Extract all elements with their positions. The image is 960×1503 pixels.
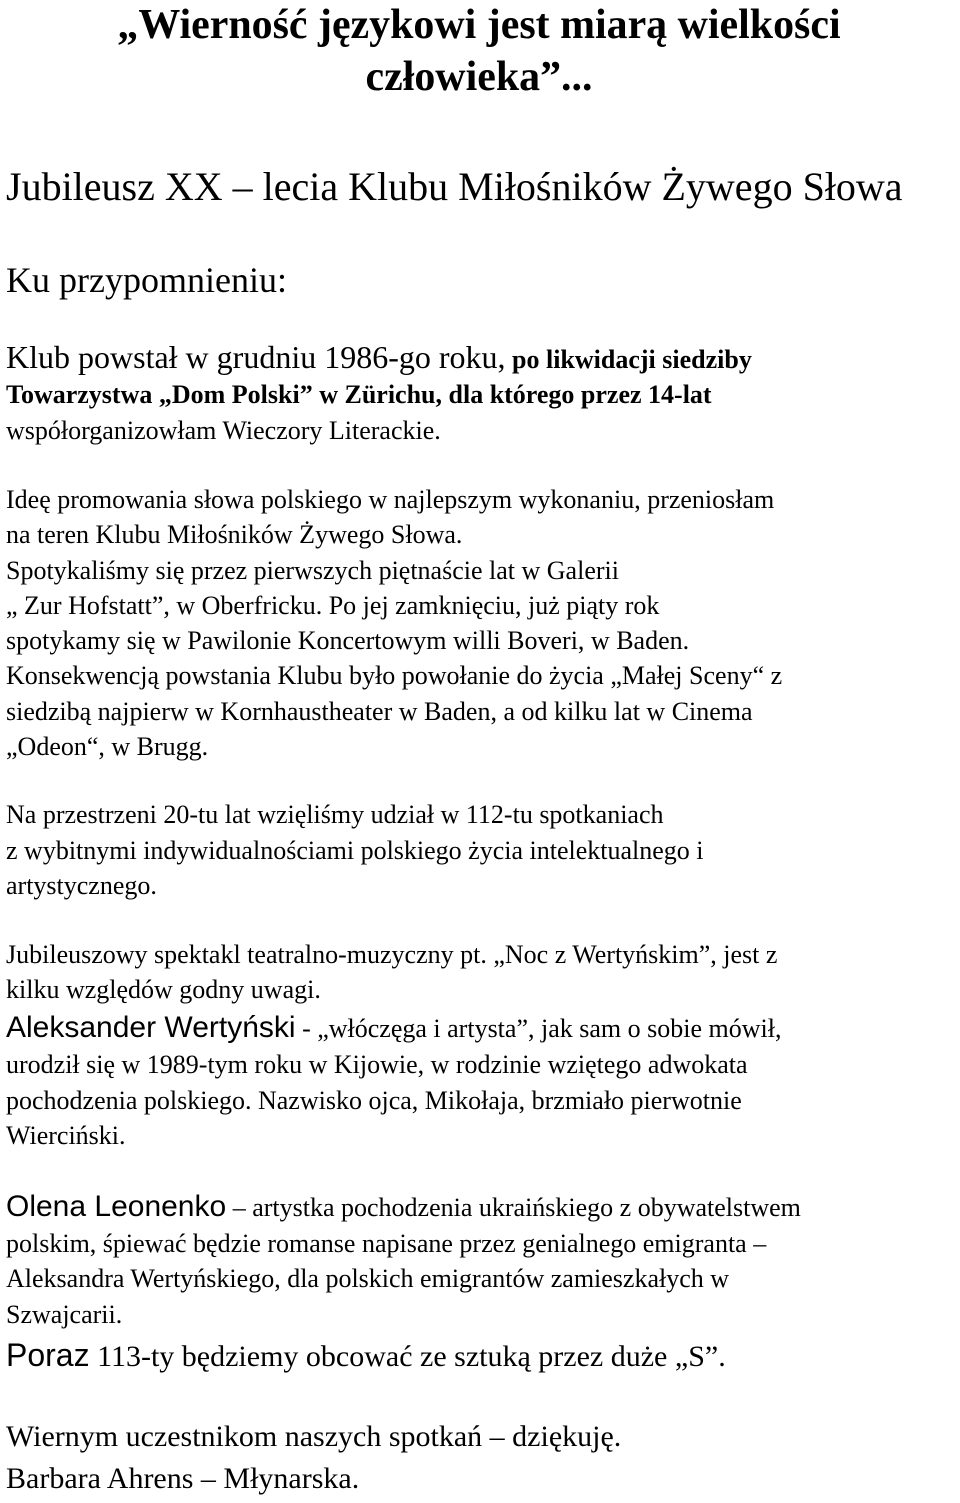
club-founding-phrase: Klub powstał w grudniu 1986-go roku, [6,339,506,375]
paragraph-2-line-3: Spotykaliśmy się przez pierwszych piętnaście lat w Galerii [6,556,619,585]
poraz-word: Poraz [6,1337,90,1373]
signature: Barbara Ahrens – Młynarska. [6,1462,360,1495]
paragraph-4-line-1: Jubileuszowy spektakl teatralno-muzyczny pt. „Noc z Wertyńskim”, jest z [6,940,778,969]
paragraph-1-line-1-rest: po likwidacji siedziby [505,345,752,374]
paragraph-5-line-3: pochodzenia polskiego. Nazwisko ojca, Mikołaja, brzmiało pierwotnie [6,1086,742,1115]
paragraph-5-line-1 [6,1013,781,1043]
paragraph-3-line-1: Na przestrzeni 20-tu lat wzięliśmy udział w 112-tu spotkaniach [6,800,664,829]
paragraph-4-line-2: kilku względów godny uwagi. [6,975,321,1004]
paragraph-3-line-3: artystycznego. [6,871,157,900]
paragraph-1-line-2: Towarzystwa „Dom Polski” w Zürichu, dla którego przez 14-lat [6,380,712,409]
paragraph-1-line-1 [6,341,752,373]
document-title-line-2: człowieka”... [365,54,593,100]
paragraph-2-line-2: na teren Klubu Miłośników Żywego Słowa. [6,520,463,549]
artist-name-leonenko: Olena Leonenko [6,1190,227,1223]
reminder-heading: Ku przypomnieniu: [6,260,287,300]
paragraph-2-line-1: Ideę promowania słowa polskiego w najlepszym wykonaniu, przeniosłam [6,485,775,514]
paragraph-2-line-7: siedzibą najpierw w Kornhaustheater w Baden, a od kilku lat w Cinema [6,697,753,726]
paragraph-7-rest: 113-ty będziemy obcować ze sztuką przez duże „S”. [89,1340,726,1373]
paragraph-6-line-2: polskim, śpiewać będzie romanse napisane przez genialnego emigranta – [6,1229,767,1258]
paragraph-6-line-1-rest: – artystka pochodzenia ukraińskiego z obywatelstwem [226,1193,801,1222]
paragraph-6-line-4: Szwajcarii. [6,1300,123,1329]
subtitle: Jubileusz XX – lecia Klubu Miłośników Żywego Słowa [6,164,903,209]
paragraph-2-line-6: Konsekwencją powstania Klubu było powołanie do życia „Małej Sceny“ z [6,661,783,690]
artist-name-wertynski: Aleksander Wertyński [6,1011,296,1044]
paragraph-2-line-8: „Odeon“, w Brugg. [6,732,209,761]
paragraph-5-line-2: urodził się w 1989-tym roku w Kijowie, w rodzinie wziętego adwokata [6,1050,748,1079]
closing-thanks: Wiernym uczestnikom naszych spotkań – dziękuję. [6,1420,622,1453]
paragraph-5-line-4: Wierciński. [6,1121,126,1150]
paragraph-2-line-4: „ Zur Hofstatt”, w Oberfricku. Po jej zamknięciu, już piąty rok [6,591,660,620]
paragraph-5-line-1-rest: - „włóczęga i artysta”, jak sam o sobie mówił, [295,1014,782,1043]
paragraph-2-line-5: spotykamy się w Pawilonie Koncertowym willi Boveri, w Baden. [6,626,690,655]
paragraph-1-line-3: współorganizowłam Wieczory Literackie. [6,416,441,445]
paragraph-6-line-3: Aleksandra Wertyńskiego, dla polskich emigrantów zamieszkałych w [6,1264,730,1293]
paragraph-6-line-1 [6,1192,801,1222]
paragraph-7 [6,1339,726,1372]
document-title-line-1: „Wierność językowi jest miarą wielkości [117,2,841,48]
paragraph-3-line-2: z wybitnymi indywidualnościami polskiego życia intelektualnego i [6,836,704,865]
